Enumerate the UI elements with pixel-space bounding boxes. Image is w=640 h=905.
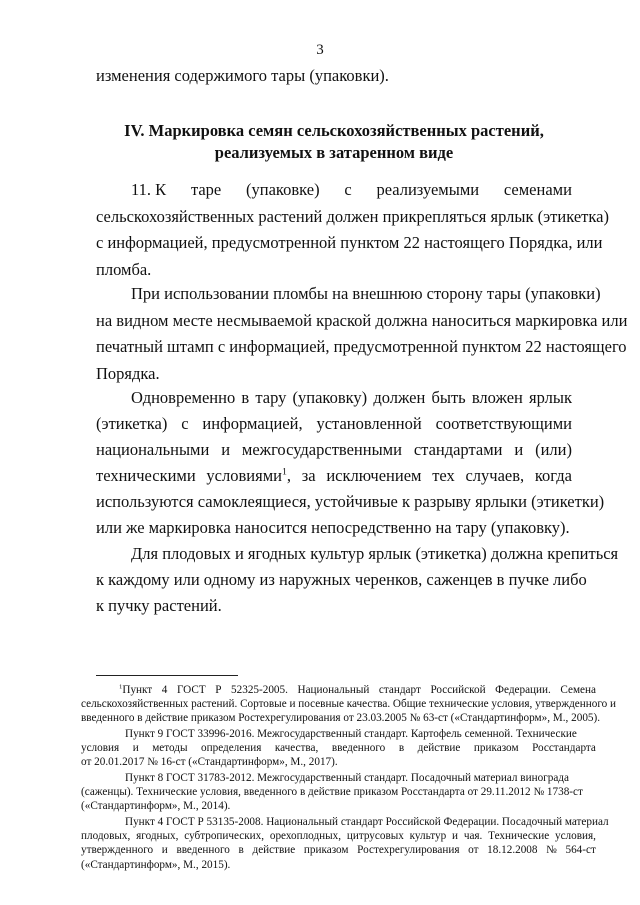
p3-word: с	[181, 414, 189, 433]
section-heading	[96, 120, 572, 164]
p3-word: Одновременно	[131, 388, 236, 407]
p3-line-1	[131, 388, 572, 408]
fn-word: орехоплодных,	[269, 830, 342, 843]
p3-word: условиями	[206, 466, 282, 485]
continuation-line: изменения содержимого тары (упаковки).	[96, 66, 389, 85]
fn-word: Р	[215, 684, 222, 696]
footnote-2	[81, 727, 596, 770]
fn-word: в	[238, 844, 244, 857]
footnote-1-line-3: введенного в действие приказом Ростехрегулирования от 23.03.2005 № 63-ст («Стандартинформ», М., 2005).	[81, 712, 601, 725]
fn-word: определения	[201, 742, 262, 755]
footnote-3-line-3: («Стандартинформ», М., 2014).	[81, 800, 231, 813]
fn-word: Ростехрегулирования	[357, 844, 460, 857]
p2-line-1: При использовании пломбы на внешнюю сторону тары (упаковки)	[131, 284, 601, 303]
fn-word: в	[398, 742, 405, 755]
p11-word: 11. К	[131, 180, 167, 199]
fn-word: 52325-2005.	[231, 684, 288, 696]
footnote-marker: 1	[119, 683, 123, 691]
fn-word: и	[132, 742, 139, 755]
p3-line-2	[96, 414, 572, 434]
p3-word: (упаковку)	[292, 388, 368, 407]
p3-word: информацией,	[202, 414, 303, 433]
p3-word: (этикетка)	[96, 414, 168, 433]
p3-word: соответствующими	[435, 414, 572, 433]
fn-word: и	[161, 844, 168, 857]
fn-word: 4	[161, 684, 168, 696]
p3-word: за	[301, 466, 316, 485]
fn-word: и	[452, 830, 459, 843]
p3-line-4	[96, 466, 572, 486]
p3-word: исключением	[326, 466, 422, 485]
p3-word: техническими	[96, 466, 196, 485]
fn-word: условия	[81, 742, 120, 755]
p3-line-5: используются самоклеящиеся, устойчивые к разрыву ярлыки (этикетки)	[96, 492, 605, 511]
fn-word: действие	[252, 844, 296, 857]
p11-word: семенами	[503, 180, 572, 199]
p3-word: стандартами	[413, 440, 503, 459]
fn-word: методы	[152, 742, 188, 755]
footnote-3	[81, 771, 596, 814]
footnote-4-line-3	[81, 843, 596, 857]
fn-word: культур	[409, 830, 447, 843]
fn-word: введенного	[176, 844, 230, 857]
fn-word: от	[468, 844, 479, 857]
fn-word: цитрусовых	[346, 830, 404, 843]
fn-word: ГОСТ	[176, 684, 206, 696]
fn-word: Семена	[560, 684, 596, 696]
p3-word: и	[221, 440, 231, 459]
footnote-4-line-2	[81, 829, 596, 843]
fn-word: приказом	[303, 844, 349, 857]
fn-word: чая.	[463, 830, 483, 843]
p3-word: тех	[432, 466, 455, 485]
p11-line-3: с информацией, предусмотренной пунктом 22 настоящего Порядка, или	[96, 233, 603, 252]
fn-word: Российской	[430, 684, 486, 696]
p3-word-with-footnote	[206, 466, 291, 486]
fn-word: качества,	[274, 742, 319, 755]
p3-word: в	[241, 388, 250, 407]
footnote-1-line-1	[81, 683, 596, 697]
fn-word: №	[546, 844, 557, 857]
heading-line-1: IV. Маркировка семян сельскохозяйственных растений,	[124, 121, 544, 140]
p3-word: когда	[534, 466, 572, 485]
p3-word: тару	[255, 388, 287, 407]
p11-word: реализуемыми	[376, 180, 480, 199]
p4-line-2: к каждому или одному из наружных черенков, саженцев в пучке либо	[96, 570, 587, 589]
p3-word: случаев,	[465, 466, 525, 485]
footnote-1-line-2: сельскохозяйственных растений. Сортовые и посевные качества. Общие технические условия, утвержденного и	[81, 698, 617, 711]
p11-line-4: пломба.	[96, 260, 152, 279]
footnote-4	[81, 815, 609, 872]
footnote-2-line-3: от 20.01.2017 № 16-ст («Стандартинформ», М., 2017).	[81, 756, 338, 769]
fn-word: 564-ст	[565, 844, 596, 857]
fn-word: Росстандарта	[532, 742, 596, 755]
p11-word: таре	[190, 180, 222, 199]
p11-word: (упаковке)	[246, 180, 320, 199]
footnote-3-line-2: (саженцы). Технические условия, введенного в действие приказом Росстандарта от 29.11.2012 № 1738-ст	[81, 786, 583, 799]
fn-word-text: Пункт	[122, 684, 153, 696]
fn-word: условия,	[554, 830, 596, 843]
heading-line-2: реализуемых в затаренном виде	[214, 143, 454, 162]
page-number: 3	[316, 42, 324, 58]
footnote-4-line-4: («Стандартинформ», М., 2015).	[81, 858, 231, 871]
p3-word: ярлык	[529, 388, 572, 407]
fn-word: Федерации.	[495, 684, 551, 696]
p11-line-1	[131, 180, 572, 200]
footnote-1	[81, 683, 617, 726]
p2-line-2: на видном месте несмываемой краской должна наноситься маркировка или	[96, 311, 628, 330]
fn-word: стандарт	[378, 684, 421, 696]
fn-word: ягодных,	[136, 830, 179, 843]
footnote-separator	[96, 675, 238, 676]
fn-word: Технические	[488, 830, 550, 843]
p2-line-4: Порядка.	[96, 364, 160, 383]
p4-line-3: к пучку растений.	[96, 596, 222, 615]
fn-word: введенного	[331, 742, 386, 755]
fn-word	[119, 683, 152, 697]
p3-word: (или)	[535, 440, 572, 459]
p2-line-3: печатный штамп с информацией, предусмотренной пунктом 22 настоящего	[96, 337, 627, 356]
fn-word: субтропических,	[184, 830, 265, 843]
p3-comma: ,	[286, 466, 292, 485]
p11-word: с	[344, 180, 352, 199]
fn-word: 18.12.2008	[487, 844, 538, 857]
p3-word: национальными	[96, 440, 210, 459]
footnote-4-line-1: Пункт 4 ГОСТ Р 53135-2008. Национальный стандарт Российской Федерации. Посадочный материал	[125, 816, 609, 828]
p3-word: вложен	[471, 388, 523, 407]
footnote-2-line-2	[81, 741, 596, 755]
p3-word: межгосударственными	[241, 440, 402, 459]
footnote-ref: 1	[281, 466, 287, 478]
p4-line-1: Для плодовых и ягодных культур ярлык (этикетка) должна крепиться	[131, 544, 619, 563]
p3-word: установленной	[316, 414, 422, 433]
fn-word: Национальный	[297, 684, 370, 696]
p3-line-6: или же маркировка наносится непосредственно на тару (упаковку).	[96, 518, 570, 537]
footnote-3-line-1: Пункт 8 ГОСТ 31783-2012. Межгосударственный стандарт. Посадочный материал винограда	[125, 772, 569, 784]
fn-word: плодовых,	[81, 830, 131, 843]
p3-line-3	[96, 440, 572, 460]
p3-word: быть	[431, 388, 466, 407]
footnote-2-line-1: Пункт 9 ГОСТ 33996-2016. Межгосударственный стандарт. Картофель семенной. Технические	[125, 728, 577, 740]
p3-word: должен	[373, 388, 426, 407]
fn-word: действие	[417, 742, 461, 755]
fn-word: утвержденного	[81, 844, 154, 857]
p11-line-2: сельскохозяйственных растений должен прикрепляться ярлык (этикетка)	[96, 207, 609, 226]
fn-word: приказом	[473, 742, 519, 755]
p3-word: и	[514, 440, 524, 459]
